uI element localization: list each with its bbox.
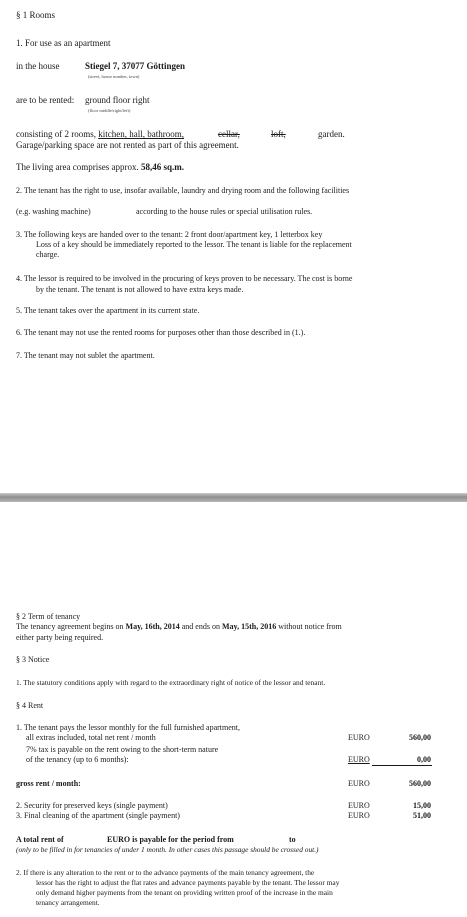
section-2-heading: § 2 Term of tenancy <box>16 612 81 621</box>
cleaning-label: 3. Final cleaning of the apartment (single payment) <box>16 811 180 820</box>
total-rent-note: (only to be filled in for tenancies of under 1 month. In other cases this passage should be crossed out.) <box>16 845 319 854</box>
consisting-prefix: consisting of 2 rooms, <box>16 129 96 139</box>
area-value: 58,46 sq.m. <box>140 162 184 172</box>
loft-struck: loft, <box>271 129 286 139</box>
total-rent-c: to <box>289 835 296 844</box>
item-3-line2: Loss of a key should be immediately reported to the lessor. The tenant is liable for the replacement <box>36 240 352 249</box>
term-ends-text: and ends on <box>181 622 220 631</box>
security-label: 2. Security for preserved keys (single payment) <box>16 801 168 810</box>
rent-item-1-line3: 7% tax is payable on the rent owing to the short-term nature <box>26 745 219 754</box>
cellar-struck: cellar, <box>218 129 240 139</box>
rent-label: are to be rented: <box>16 95 75 105</box>
consisting-line <box>16 129 184 139</box>
tax-currency: EURO <box>348 755 370 764</box>
notice-item-1: 1. The statutory conditions apply with regard to the extraordinary right of notice of the lessor and tenant. <box>16 678 326 687</box>
section-3-heading: § 3 Notice <box>16 655 50 664</box>
tax-value: 0,00 <box>417 755 431 764</box>
term-begins-text: The tenancy agreement begins on <box>16 622 124 631</box>
rent-hint: (floor middle/right/left) <box>88 108 131 113</box>
gross-rent-label: gross rent / month: <box>16 779 81 788</box>
item-4-line2: by the tenant. The tenant is not allowed to have extra keys made. <box>36 285 244 294</box>
item-3-line3: charge. <box>36 250 60 259</box>
rent-item-2-line1: 2. If there is any alteration to the rent or to the advance payments of the main tenancy agreement, the <box>16 868 315 877</box>
house-value: Stiegel 7, 37077 Göttingen <box>85 61 185 71</box>
tax-underline <box>372 765 432 766</box>
rent-item-2-line3: only demand higher payments from the tenant on providing written proof of the increase in the main <box>36 888 333 897</box>
house-label: in the house <box>16 61 60 71</box>
term-start-date: May, 16th, 2014 <box>125 622 180 631</box>
term-line2: either party being required. <box>16 633 104 642</box>
page-divider <box>0 493 467 502</box>
item-3-line1: 3. The following keys are handed over to the tenant: 2 front door/apartment key, 1 letterbox key <box>16 230 323 239</box>
house-hint: (street, house number, town) <box>88 74 140 79</box>
item-2-line2-right: according to the house rules or special utilisation rules. <box>136 207 313 216</box>
consisting-rooms: kitchen, hall, bathroom, <box>98 129 184 139</box>
term-end-date: May, 15th, 2016 <box>221 622 277 631</box>
cleaning-value: 51,00 <box>413 811 431 820</box>
rent-item-1-line4: of the tenancy (up to 6 months): <box>26 755 129 764</box>
cleaning-currency: EURO <box>348 811 370 820</box>
section-1-heading: § 1 Rooms <box>16 10 56 20</box>
item-2-line1: 2. The tenant has the right to use, insofar available, laundry and drying room and the following facilities <box>16 186 350 195</box>
item-4-line1: 4. The lessor is required to be involved in the procuring of keys proven to be necessary. The cost is borne <box>16 274 353 283</box>
rent-item-2-line2: lessor has the right to adjust the flat rates and advance payments payable by the tenant. The lessor may <box>36 878 340 887</box>
security-value: 15,00 <box>413 801 431 810</box>
item-7: 7. The tenant may not sublet the apartment. <box>16 351 155 360</box>
garage-line: Garage/parking space are not rented as part of this agreement. <box>16 140 239 150</box>
net-currency: EURO <box>348 733 370 742</box>
security-currency: EURO <box>348 801 370 810</box>
garden-option: garden. <box>318 129 345 139</box>
item-1: 1. For use as an apartment <box>16 38 111 48</box>
item-6: 6. The tenant may not use the rented rooms for purposes other than those described in (1.). <box>16 328 306 337</box>
total-rent-b: EURO is payable for the period from <box>107 835 234 844</box>
rent-item-1-line2: all extras included, total net rent / month <box>26 733 156 742</box>
gross-rent-value: 560,00 <box>409 779 431 788</box>
rent-item-1-line1: 1. The tenant pays the lessor monthly for the full furnished apartment, <box>16 723 241 732</box>
area-prefix: The living area comprises approx. <box>16 162 139 172</box>
total-rent-a: A total rent of <box>16 835 64 844</box>
gross-currency: EURO <box>348 779 370 788</box>
term-notice-text: without notice from <box>278 622 342 631</box>
area-line <box>16 162 184 172</box>
net-rent-value: 560,00 <box>409 733 431 742</box>
rent-item-2-line4: tenancy arrangement. <box>36 898 100 907</box>
item-2-line2-left: (e.g. washing machine) <box>16 207 91 216</box>
rent-value: ground floor right <box>85 95 150 105</box>
item-5: 5. The tenant takes over the apartment in its current state. <box>16 306 200 315</box>
term-line1 <box>16 622 342 631</box>
section-4-heading: § 4 Rent <box>16 701 44 710</box>
